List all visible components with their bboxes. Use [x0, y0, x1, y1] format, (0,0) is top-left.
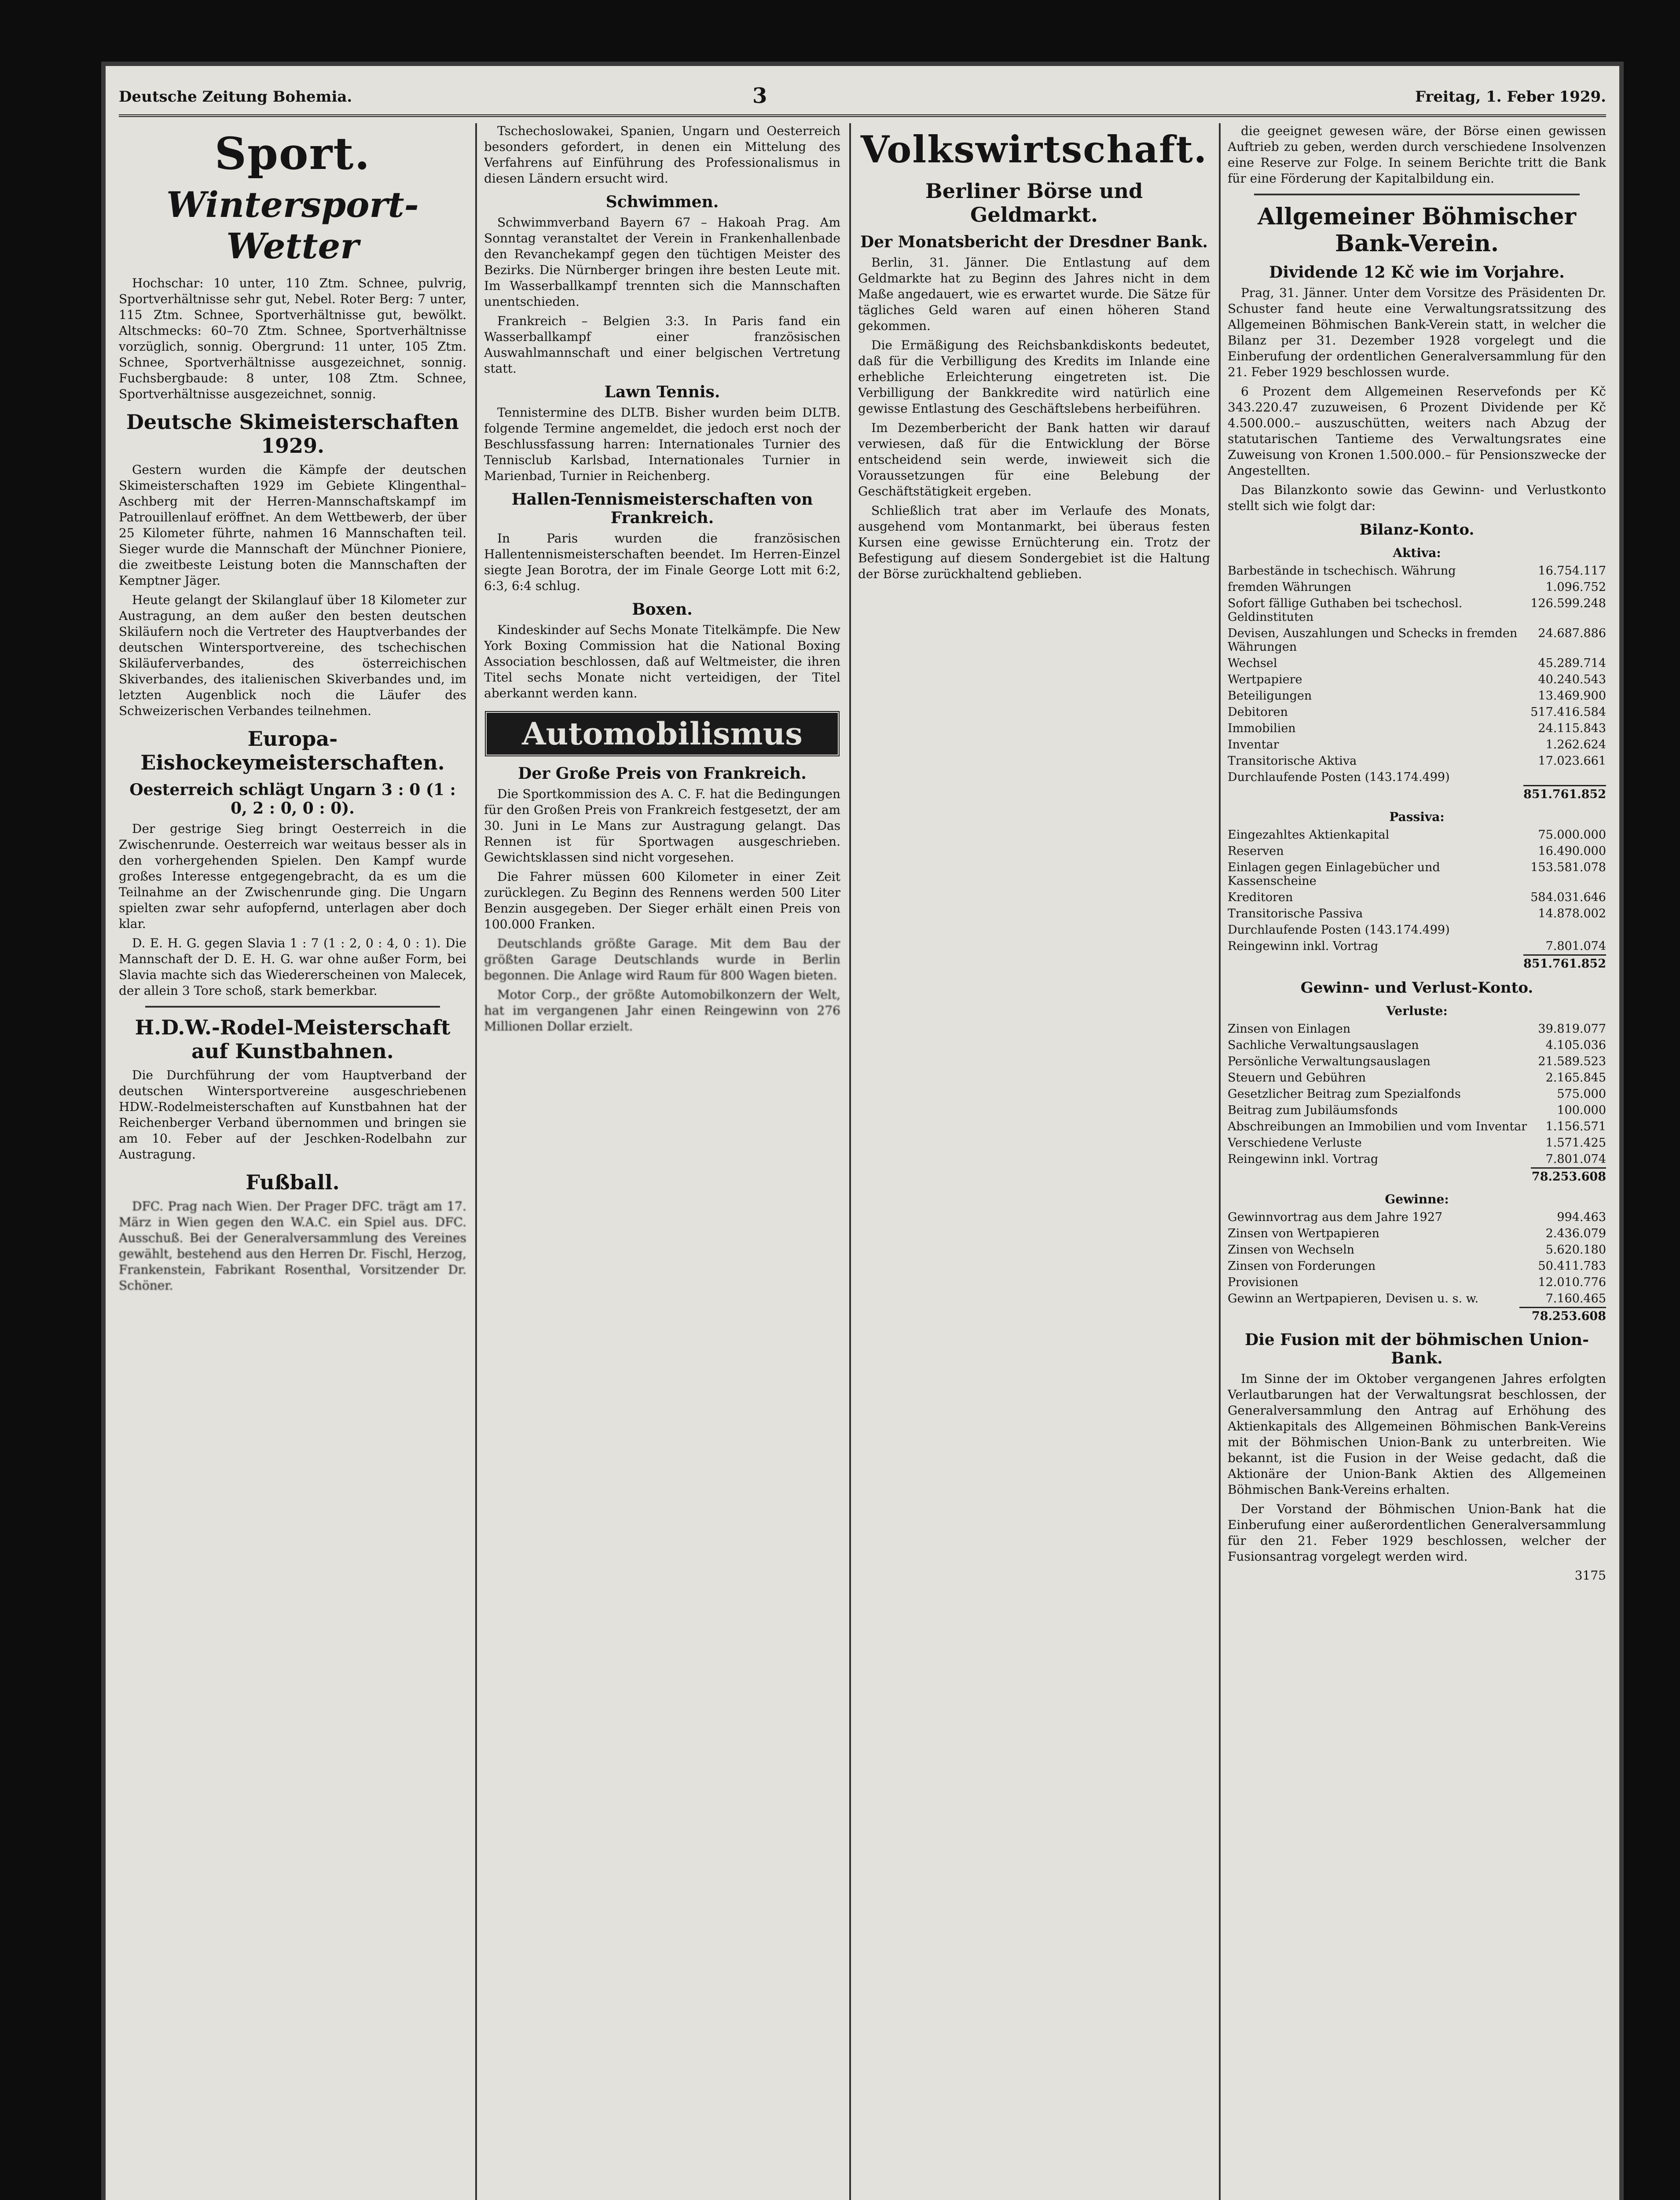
- row-label: Gewinn an Wertpapieren, Devisen u. s. w.: [1228, 1291, 1479, 1305]
- row-label: [1228, 1168, 1531, 1185]
- row-label: [1228, 955, 1523, 972]
- row-value: 24.687.886: [1538, 627, 1606, 640]
- row-label: Zinsen von Forderungen: [1228, 1259, 1376, 1273]
- table-row: [1228, 859, 1606, 889]
- col4-top-text: die geeignet gewesen wäre, der Börse einen gewissen Auftrieb zu geben, werden durch verschiedene Insolvenzen eine Reserve zur Folge. In seinem Berichte tritt die Bank für eine Förderung der Kapitalbildung ein.: [1228, 124, 1606, 186]
- grand-prix-text-2: Die Fahrer müssen 600 Kilometer in einer Zeit zurücklegen. Zu Beginn des Rennens werden 500 Liter Benzin ausgegeben. Der Sieger erhält einen Preis von 100.000 Franken.: [484, 869, 840, 931]
- section-title-volkswirtschaft: Volkswirtschaft.: [860, 128, 1208, 171]
- column-rule: [475, 123, 477, 2200]
- row-value: 851.761.852: [1523, 785, 1606, 803]
- row-value: 14.878.002: [1538, 906, 1606, 920]
- table-row: [1228, 906, 1606, 922]
- grand-prix-heading: Der Große Preis von Frankreich.: [518, 764, 807, 783]
- row-value: 7.801.074: [1545, 939, 1606, 953]
- row-label: Gesetzlicher Beitrag zum Spezialfonds: [1228, 1087, 1461, 1101]
- table-row: [1228, 1225, 1606, 1242]
- row-value: 75.000.000: [1538, 828, 1606, 842]
- row-value: 78.253.608: [1531, 1168, 1606, 1185]
- row-value: 2.165.845: [1545, 1071, 1606, 1085]
- table-row: [1228, 938, 1606, 955]
- page-number: 3: [752, 84, 767, 108]
- table-row: [1228, 671, 1606, 688]
- dividende-subheading: Dividende 12 Kč wie im Vorjahre.: [1269, 263, 1565, 282]
- boerse-heading: Berliner Börse und Geldmarkt.: [925, 179, 1143, 227]
- tennis-text: Tennistermine des DLTB. Bisher wurden beim DLTB. folgende Termine angemeldet, die jedoch erst noch der Beschlussfassung harren: Internationales Turnier des Tennisclub Karlsbad, Internationales Turnier in Marienbad, Turnier in Reichenberg.: [484, 405, 840, 483]
- table-row: [1228, 1242, 1606, 1258]
- table-row: [1228, 655, 1606, 671]
- row-label: Wertpapiere: [1228, 673, 1302, 686]
- dehg-text: D. E. H. G. gegen Slavia 1 : 7 (1 : 2, 0 : 4, 0 : 1). Die Mannschaft der D. E. H. G. war ohne außer Form, bei Slavia machte sich das Wiedererscheinen von Malecek, der allein 3 Tore schoß, stark bemerkbar.: [119, 936, 466, 998]
- row-value: 1.096.752: [1545, 580, 1606, 594]
- row-label: Durchlaufende Posten (143.174.499): [1228, 923, 1450, 937]
- table-row: [1228, 563, 1606, 579]
- column-sport: [119, 123, 466, 2200]
- table-row: [1228, 753, 1606, 769]
- row-label: Kreditoren: [1228, 890, 1293, 904]
- schwimmen-text: Schwimmverband Bayern 67 – Hakoah Prag. Am Sonntag veranstaltet der Verein in Frankenhallenbade den Revanchekampf gegen den tüchtigen Meister des Bezirks. Die Nürnberger bringen ihre besten Leute mit. Im Wasserballkampf trennten sich die Mannschaften unentschieden.: [484, 215, 840, 309]
- ski-heading: Deutsche Skimeisterschaften 1929.: [126, 410, 459, 458]
- boerse-text-4: Schließlich trat aber im Verlaufe des Monats, ausgehend vom Montanmarkt, bei überaus festen Kursen eine gewisse Ernüchterung ein. Trotz der Befestigung auf diesem Sondergebiet ist die Haltung der Börse zurückhaltend geblieben.: [858, 503, 1210, 581]
- bank-text-1: Prag, 31. Jänner. Unter dem Vorsitze des Präsidenten Dr. Schuster fand heute eine Verwaltungsratssitzung des Allgemeinen Böhmischen Bank-Verein statt, in welcher die Bilanz per 31. Dezember 1928 vorgelegt und die Einberufung der ordentlichen Generalversammlung für den 21. Feber 1929 beschlossen wurde.: [1228, 286, 1606, 379]
- row-label: Steuern und Gebühren: [1228, 1071, 1366, 1085]
- table-row: [1228, 1209, 1606, 1225]
- fussball-text: DFC. Prag nach Wien. Der Prager DFC. trägt am 17. März in Wien gegen den W.A.C. ein Spiel aus. DFC. Ausschuß. Bei der Generalversammlung des Vereines gewählt, bestehend aus den Herren Dr. Fischl, Herzog, Frankenstein, Fabrikant Rosenthal, Vorsitzender Dr. Schöner.: [119, 1199, 466, 1293]
- fussball-heading: Fußball.: [246, 1170, 340, 1194]
- eishockey-subheading: Oesterreich schlägt Ungarn 3 : 0 (1 : 0, 2 : 0, 0 : 0).: [129, 781, 456, 818]
- table-row: [1228, 1086, 1606, 1102]
- newspaper-page: [106, 66, 1619, 2200]
- row-label: Inventar: [1228, 738, 1279, 752]
- weather-report: Hochschar: 10 unter, 110 Ztm. Schnee, pulvrig, Sportverhältnisse sehr gut, Nebel. Roter Berg: 7 unter, 115 Ztm. Schnee, Sportverhältnisse gut, bewölkt. Altschmecks: 60–70 Ztm. Schnee, Sportverhältnisse vorzüglich, sonnig. Obergrund: 11 unter, 105 Ztm. Schnee, Sportverhältnisse ausgezeichnet, sonnig. Fuchsbergbaude: 8 unter, 108 Ztm. Schnee, Sportverhältnisse ausgezeichnet, sonnig.: [119, 276, 466, 401]
- eishockey-heading: Europa-Eishockeymeisterschaften.: [140, 727, 445, 774]
- automobilismus-banner: Automobilismus: [484, 710, 840, 757]
- table-row: [1228, 1291, 1606, 1308]
- boxen-text: Kindeskinder auf Sechs Monate Titelkämpfe. Die New York Boxing Commission hat die National Boxing Association beschlossen, daß auf Weltmeister, die ihren Titel sechs Monate nicht verteidigen, der Titel aberkannt werden kann.: [484, 623, 840, 700]
- row-label: Zinsen von Einlagen: [1228, 1022, 1351, 1036]
- tennis-heading: Lawn Tennis.: [604, 383, 720, 401]
- boerse-text-3: Im Dezemberbericht der Bank hatten wir darauf verwiesen, daß für die Entwicklung der Börse entscheidend sein werde, inwieweit sich die Voraussetzungen für eine Belebung der Geschäftstätigkeit ergeben.: [858, 421, 1210, 499]
- table-row: [1228, 827, 1606, 843]
- row-label: Verschiedene Verluste: [1228, 1136, 1362, 1150]
- table-row: [1228, 1037, 1606, 1053]
- aktiva-heading: Aktiva:: [1393, 546, 1441, 560]
- row-label: Eingezahltes Aktienkapital: [1228, 828, 1390, 842]
- row-value: 2.436.079: [1545, 1226, 1606, 1240]
- table-row: [1228, 688, 1606, 704]
- hallentennis-heading: Hallen-Tennismeisterschaften von Frankreich.: [511, 490, 813, 527]
- bank-text-3: Das Bilanzkonto sowie das Gewinn- und Verlustkonto stellt sich wie folgt dar:: [1228, 483, 1606, 513]
- row-label: Zinsen von Wertpapieren: [1228, 1226, 1379, 1240]
- gewinne-heading: Gewinne:: [1385, 1192, 1449, 1206]
- row-value: 575.000: [1557, 1087, 1606, 1101]
- row-value: 851.761.852: [1523, 955, 1606, 972]
- fusion-text: Im Sinne der im Oktober vergangenen Jahres erfolgten Verlautbarungen hat der Verwaltungsrat beschlossen, der Generalversammlung den Antrag auf Erhöhung des Aktienkapitals des Allgemeinen Böhmischen Bank-Vereins mit der Böhmischen Union-Bank zu unterbreiten. Wie bekannt, ist die Fusion in der Weise gedacht, daß die Aktionäre der Union-Bank Aktien des Allgemeinen Böhmischen Bank-Vereins erhalten.: [1228, 1371, 1606, 1497]
- row-label: Abschreibungen an Immobilien und vom Inventar: [1228, 1119, 1527, 1133]
- fusion-heading: Die Fusion mit der böhmischen Union-Bank.: [1244, 1330, 1589, 1368]
- row-label: Zinsen von Wechseln: [1228, 1243, 1354, 1257]
- garage-text: Deutschlands größte Garage. Mit dem Bau der größten Garage Deutschlands wurde in Berlin begonnen. Die Anlage wird Raum für 800 Wagen bieten.: [484, 936, 840, 983]
- bank-text-2: 6 Prozent dem Allgemeinen Reservefonds per Kč 343.220.47 zuzuweisen, 6 Prozent Dividende per Kč 4.500.000.– auszuschütten, weiters nach Abzug der statutarischen Tantieme des Verwaltungsrates eine Zuweisung von Kronen 1.500.000.– für Pensionszwecke der Angestellten.: [1228, 384, 1606, 478]
- bank-heading: Allgemeiner Böhmischer Bank-Verein.: [1258, 203, 1576, 257]
- boerse-subheading: Der Monatsbericht der Dresdner Bank.: [860, 233, 1208, 251]
- column-sport-continued: [484, 123, 840, 2200]
- row-label: [1228, 1307, 1519, 1324]
- row-value: 5.620.180: [1545, 1243, 1606, 1257]
- row-value: 13.469.900: [1538, 689, 1606, 703]
- row-label: Persönliche Verwaltungsauslagen: [1228, 1054, 1431, 1068]
- table-row: [1228, 1168, 1606, 1185]
- row-label: Barbestände in tschechisch. Währung: [1228, 564, 1456, 578]
- row-value: 45.289.714: [1538, 656, 1606, 670]
- row-value: 517.416.584: [1530, 705, 1606, 719]
- table-row: [1228, 1118, 1606, 1135]
- running-header: [119, 84, 1606, 117]
- row-label: Einlagen gegen Einlagebücher und Kassenscheine: [1228, 860, 1440, 888]
- row-value: 17.023.661: [1538, 754, 1606, 768]
- column-volkswirtschaft: [858, 123, 1210, 2200]
- row-label: Reingewinn inkl. Vortrag: [1228, 1152, 1379, 1166]
- boxen-heading: Boxen.: [632, 600, 693, 619]
- motor-text: Motor Corp., der größte Automobilkonzern der Welt, hat im vergangenen Jahr einen Reingewinn von 276 Millionen Dollar erzielt.: [484, 987, 840, 1034]
- row-label: Durchlaufende Posten (143.174.499): [1228, 770, 1450, 784]
- column-rule: [849, 123, 851, 2200]
- hallentennis-text: In Paris wurden die französischen Hallentennismeisterschaften beendet. Im Herren-Einzel siegte Jean Borotra, der im Finale George Lott mit 6:2, 6:3, 6:4 schlug.: [484, 531, 840, 593]
- table-row: [1228, 720, 1606, 737]
- passiva-table: [1228, 827, 1606, 972]
- row-label: Transitorische Passiva: [1228, 906, 1363, 920]
- row-value: 7.801.074: [1545, 1152, 1606, 1166]
- table-row: [1228, 579, 1606, 595]
- row-label: Immobilien: [1228, 722, 1296, 735]
- column-bank-verein: [1228, 123, 1606, 2200]
- row-value: 1.262.624: [1545, 738, 1606, 752]
- table-row: [1228, 769, 1606, 785]
- boerse-text-1: Berlin, 31. Jänner. Die Entlastung auf dem Geldmarkte hat zu Beginn des Jahres nicht in dem Maße angedauert, wie es erwartet wurde. Die Sätze für tägliches Geld waren auf einen höheren Stand gekommen.: [858, 255, 1210, 333]
- section-title-sport: Sport.: [214, 128, 371, 180]
- table-row: [1228, 1053, 1606, 1070]
- row-value: 4.105.036: [1545, 1038, 1606, 1052]
- grand-prix-text: Die Sportkommission des A. C. F. hat die Bedingungen für den Großen Preis von Frankreich festgesetzt, der am 30. Juni in Le Mans zur Austragung gelangt. Das Rennen ist für Sportwagen ausgeschrieben. Gewichtsklassen sind nicht vorgesehen.: [484, 787, 840, 865]
- table-row: [1228, 1258, 1606, 1274]
- table-row: [1228, 1102, 1606, 1118]
- table-row: [1228, 889, 1606, 906]
- table-row: [1228, 922, 1606, 938]
- eishockey-text: Der gestrige Sieg bringt Oesterreich in die Zwischenrunde. Oesterreich war weitaus besser als in den vorhergehenden Spielen. Den Kampf wurde großes Interesse entgegengebracht, da es um die Teilnahme an der Zwischenrunde ging. Die Ungarn spielten zwar sehr aufopfernd, unterlagen aber doch klar.: [119, 821, 466, 931]
- table-row: [1228, 843, 1606, 859]
- row-label: Reingewinn inkl. Vortrag: [1228, 939, 1379, 953]
- issue-date: Freitag, 1. Feber 1929.: [1415, 88, 1606, 106]
- table-row: [1228, 1274, 1606, 1291]
- table-row: [1228, 704, 1606, 720]
- row-value: 1.156.571: [1545, 1119, 1606, 1133]
- row-label: Gewinnvortrag aus dem Jahre 1927: [1228, 1210, 1443, 1224]
- row-value: 24.115.843: [1538, 722, 1606, 735]
- table-row: [1228, 595, 1606, 625]
- aktiva-table: [1228, 563, 1606, 803]
- col2-top-text: Tschechoslowakei, Spanien, Ungarn und Oesterreich besonders gefordert, in denen ein Mittelung des Verfahrens auf Einführung des Professionalismus in diesen Ländern ersucht wird.: [484, 124, 840, 186]
- row-label: Debitoren: [1228, 705, 1288, 719]
- row-value: 153.581.078: [1530, 860, 1606, 874]
- column-rule: [1219, 123, 1221, 2200]
- row-label: Sachliche Verwaltungsauslagen: [1228, 1038, 1419, 1052]
- table-row: [1228, 785, 1606, 803]
- verluste-table: [1228, 1021, 1606, 1185]
- row-value: 100.000: [1557, 1103, 1606, 1117]
- rodel-heading: H.D.W.-Rodel-Meisterschaft auf Kunstbahnen.: [135, 1016, 451, 1063]
- rodel-text: Die Durchführung der vom Hauptverband der deutschen Wintersportvereine ausgeschriebenen HDW.-Rodelmeisterschaften auf Kunstbahnen hat der Reichenberger Verband übernommen und bringen sie am 10. Feber auf der Jeschken-Rodelbahn zur Austragung.: [119, 1068, 466, 1162]
- gewinne-table: [1228, 1209, 1606, 1324]
- row-value: 16.754.117: [1538, 564, 1606, 578]
- row-value: 16.490.000: [1538, 844, 1606, 858]
- table-row: [1228, 1021, 1606, 1037]
- schwimmen-heading: Schwimmen.: [605, 193, 719, 211]
- row-value: 994.463: [1557, 1210, 1606, 1224]
- row-value: 78.253.608: [1519, 1307, 1606, 1324]
- boerse-text-2: Die Ermäßigung des Reichsbankdiskonts bedeutet, daß für die Verbilligung des Kredits im Inlande eine erhebliche Erleichterung eingetreten ist. Die Verbilligung der Bankkredite wird natürlich eine gewisse Entlastung des Geschäftslebens herbeiführen.: [858, 338, 1210, 416]
- ski-text: Gestern wurden die Kämpfe der deutschen Skimeisterschaften 1929 im Gebiete Klingenthal–Aschberg mit der Herren-Mannschaftskampf im Patrouillenlauf eröffnet. An dem Wettbewerb, der über 25 Kilometer führte, nahmen 16 Mannschaften teil. Sieger wurde die Mannschaft der Münchner Pioniere, die zweitbeste Leistung boten die Mannschaften der Kemptner Jäger.: [119, 462, 466, 588]
- fusion-text-2: Der Vorstand der Böhmischen Union-Bank hat die Einberufung einer außerordentlichen Generalversammlung für den 21. Feber 1929 beschlossen, welcher der Fusionsantrag vorgelegt werden wird.: [1228, 1501, 1606, 1564]
- row-value: [1523, 922, 1606, 938]
- table-row: [1228, 1070, 1606, 1086]
- table-row: [1228, 1135, 1606, 1151]
- row-label: Transitorische Aktiva: [1228, 754, 1357, 768]
- wintersport-heading: Wintersport-Wetter: [166, 184, 419, 267]
- row-label: Wechsel: [1228, 656, 1277, 670]
- row-label: Beteiligungen: [1228, 689, 1312, 703]
- row-label: Devisen, Auszahlungen und Schecks in fremden Währungen: [1228, 627, 1518, 654]
- row-label: fremden Währungen: [1228, 580, 1351, 594]
- gv-heading: Gewinn- und Verlust-Konto.: [1300, 979, 1533, 997]
- verluste-heading: Verluste:: [1386, 1003, 1448, 1018]
- row-value: 21.589.523: [1538, 1054, 1606, 1068]
- row-value: [1523, 769, 1606, 785]
- bilanz-heading: Bilanz-Konto.: [1359, 521, 1475, 539]
- row-label: [1228, 785, 1523, 803]
- table-row: [1228, 955, 1606, 972]
- row-value: 584.031.646: [1530, 890, 1606, 904]
- row-value: 39.819.077: [1538, 1022, 1606, 1036]
- row-label: Beitrag zum Jubiläumsfonds: [1228, 1103, 1398, 1117]
- table-row: [1228, 1307, 1606, 1324]
- frankreich-belgien-text: Frankreich – Belgien 3:3. In Paris fand ein Wasserballkampf einer französischen Auswahlmannschaft und einer belgischen Vertretung statt.: [484, 314, 840, 376]
- row-value: 126.599.248: [1530, 597, 1606, 610]
- newspaper-name: Deutsche Zeitung Bohemia.: [119, 88, 352, 106]
- table-row: [1228, 625, 1606, 655]
- divider: [1254, 194, 1580, 195]
- article-code: 3175: [1574, 1568, 1606, 1583]
- row-value: 1.571.425: [1545, 1136, 1606, 1150]
- divider: [145, 1006, 440, 1008]
- table-row: [1228, 1151, 1606, 1168]
- row-label: Provisionen: [1228, 1275, 1299, 1289]
- passiva-heading: Passiva:: [1389, 809, 1445, 824]
- table-row: [1228, 737, 1606, 753]
- row-value: 50.411.783: [1538, 1259, 1606, 1273]
- row-value: 40.240.543: [1538, 673, 1606, 686]
- row-label: Reserven: [1228, 844, 1284, 858]
- row-label: Sofort fällige Guthaben bei tschechosl. Geldinstituten: [1228, 597, 1463, 624]
- ski-text-2: Heute gelangt der Skilanglauf über 18 Kilometer zur Austragung, an dem außer den besten deutschen Skiläufern noch die Vertreter des Hauptverbandes der deutschen Wintersportvereine, des tschechischen Skiläuferverbandes, des österreichischen Skiverbandes, des italienischen Skiverbandes und, im letzten Augenblick noch die Läufer des Schweizerischen Verbandes teilnehmen.: [119, 593, 466, 718]
- row-value: 12.010.776: [1538, 1275, 1606, 1289]
- row-value: 7.160.465: [1545, 1291, 1606, 1305]
